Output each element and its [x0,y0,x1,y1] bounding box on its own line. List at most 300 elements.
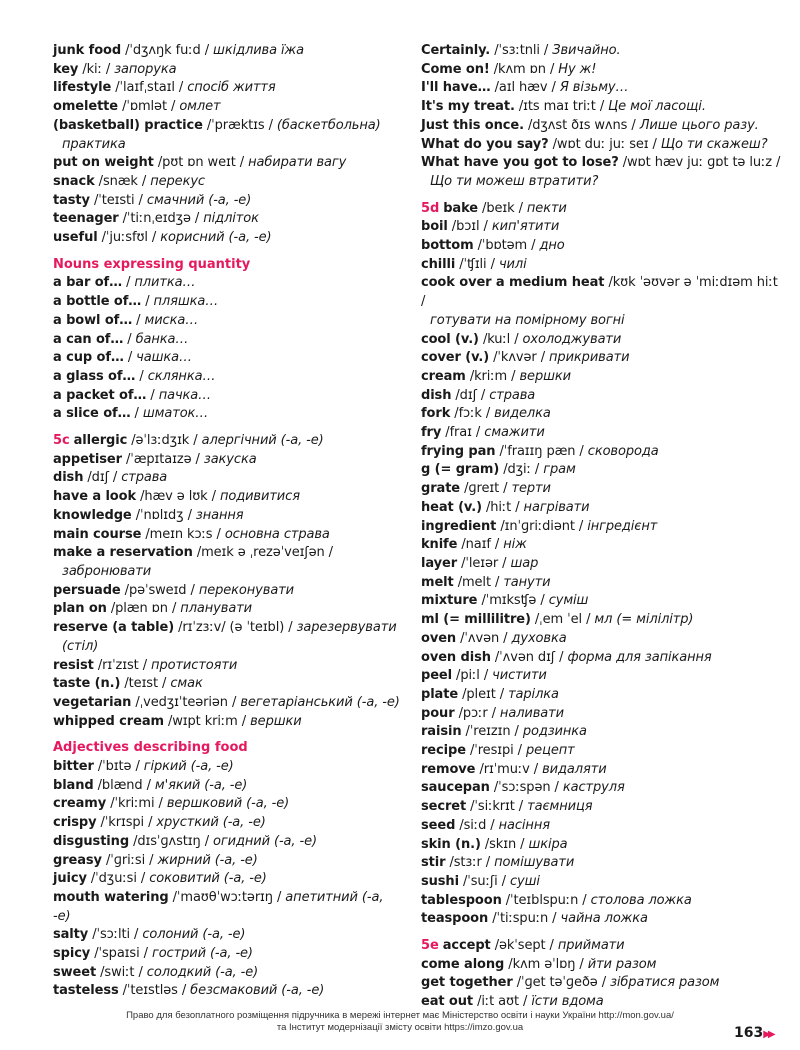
pronunciation: /kʌm ɒn / [493,61,555,77]
vocab-entry [53,274,403,293]
headword: g (= gram) [421,462,500,478]
headword: allergic [73,433,128,449]
vocab-entry [53,926,403,945]
translation: чистити [492,668,547,684]
section-label: 5d [421,200,440,216]
pronunciation: /ˈdʒʌŋk fuːd / [125,43,209,58]
translation: огидний (-а, -е) [213,833,317,849]
pronunciation: /ˈʧɪli / [459,256,495,272]
translation: видаляти [542,761,607,777]
translation: сковорода [587,443,659,459]
vocab-entry [421,443,781,462]
vocab-entry [53,154,403,173]
translation: пекти [526,200,567,216]
pronunciation: /dɪʃ / [87,470,118,486]
pronunciation: / [139,368,144,384]
vocab-entry [53,312,403,331]
translation: знання [195,507,244,523]
pronunciation: /ˌvedʒɪˈteəriən / [135,694,237,710]
pronunciation: /ˈteɪblspuːn / [505,892,587,908]
vocab-entry [421,779,781,798]
headword: fork [421,406,451,422]
vocab-entry [53,964,403,983]
headword: grate [421,481,461,497]
vocab-entry [53,387,403,406]
headword: reserve (a table) [53,620,175,636]
vocab-entry [53,814,403,833]
vocab-entry [421,761,781,780]
headword: a can of… [53,331,124,347]
translation: омлет [179,99,221,115]
vocab-entry [421,836,781,855]
translation: ніж [503,537,527,553]
headword: salty [53,927,89,943]
pronunciation: /ˈfraɪɪŋ pæn / [499,443,584,459]
pronunciation: /plæn ɒn / [110,601,177,617]
translation: танути [503,574,551,590]
vocab-entry [53,544,403,563]
pronunciation: /pleɪt / [462,686,505,702]
vocab-entry [53,945,403,964]
pronunciation: /ɪts maɪ triːt / [518,99,605,115]
headword: greasy [53,852,102,868]
translation: протистояти [151,657,238,673]
footer-line-2: та Інститут модернізації змісту освіти https://imzo.gov.ua [276,1022,524,1033]
vocab-entry [53,694,403,713]
pronunciation: /rɪˈmuːv / [479,761,539,777]
pronunciation: /bɔɪl / [451,219,488,235]
headword: raisin [421,724,462,740]
headword: a packet of… [53,387,147,403]
translation: вершки [250,713,302,729]
pronunciation: / [127,350,133,366]
vocab-entry [421,817,781,836]
headword: a glass of… [53,368,136,384]
pronunciation: /dʒiː / [503,462,540,478]
headword: teaspoon [421,911,489,927]
headword: oven [421,630,457,646]
vocab-entry [53,349,403,368]
pronunciation: /ˈkrɪspi / [100,815,153,831]
headword: persuade [53,582,121,598]
translation: столова ложка [590,892,692,908]
vocab-entry [53,852,403,871]
vocab-entry [421,910,781,929]
translation-continued [421,312,781,331]
vocab-entry [421,536,781,555]
vocab-entry [53,619,403,638]
translation: кип'ятити [491,219,560,235]
translation: смачний (-а, -е) [146,192,252,208]
pronunciation: / [145,294,150,310]
translation: чашка… [136,350,192,366]
headword: dish [421,387,452,403]
translation: хрусткий (-а, -е) [156,815,266,831]
translation: безсмаковий (-а, -е) [190,983,325,999]
pronunciation: /ˈʌvən dɪʃ / [494,649,564,665]
pronunciation: /fraɪ / [445,425,481,441]
headword: skin (n.) [421,836,481,852]
pronunciation: /ˈsɔːspən / [493,780,559,796]
pronunciation: /wɒt hæv juː ɡɒt tə luːz / [622,155,781,171]
vocab-entry [421,649,781,668]
pronunciation: /ˈdʒuːsi / [90,871,146,887]
translation: Що ти скажеш? [660,136,768,152]
copyright-footer [0,1010,800,1034]
pronunciation: /blænd / [97,777,151,793]
pronunciation: /teɪst / [124,676,167,692]
pronunciation: /ˈʌvən / [460,630,508,646]
pronunciation: /hiːt / [485,499,520,515]
vocab-entry [53,582,403,601]
headword: have a look [53,489,137,505]
translation: Звичайно. [552,43,621,58]
translation: мл (= мілілітр) [594,612,694,628]
pronunciation: /əˈlɜːdʒɪk / [131,433,198,449]
headword: tasty [53,192,90,208]
pronunciation: /dɪsˈɡʌstɪŋ / [133,833,209,849]
translation: м'який (-а, -е) [154,777,248,793]
pronunciation: /ˈjuːsfʊl / [101,230,157,246]
pronunciation: /iːt aʊt / [477,994,528,1010]
headword: peel [421,668,452,684]
translation: Ну ж! [558,61,597,77]
vocab-entry [53,758,403,777]
section-heading: Adjectives describing food [53,740,248,756]
headword: a bottle of… [53,294,142,310]
translation: шкідлива їжа [213,43,304,58]
translation: банка… [135,331,189,347]
translation: нагрівати [523,499,590,515]
pronunciation: /ˈɡet təˈɡeðə / [516,975,607,991]
translation: духовка [511,630,567,646]
headword: What have you got to lose? [421,155,619,171]
headword: I'll have… [421,80,491,96]
translation: родзинка [522,724,587,740]
translation: переконувати [198,582,295,598]
pronunciation: /dʒʌst ðɪs wʌns / [527,117,636,133]
vocab-entry [53,42,403,61]
pronunciation: / [136,312,141,328]
translation: наливати [499,705,564,721]
pronunciation: /ˈsɔːlti / [92,927,139,943]
pronunciation: /kʌm əˈlɒŋ / [508,956,584,972]
pronunciation: /aɪl hæv / [494,80,556,96]
pronunciation: /kʊk ˈəʊvər ə ˈmiːdɪəm hiːt / [421,275,778,310]
headword: eat out [421,994,474,1010]
pronunciation: /snæk / [98,173,147,189]
headword: recipe [421,743,466,759]
translation: гіркий (-а, -е) [143,759,234,775]
headword: juicy [53,871,87,887]
right-column [421,42,781,1012]
translation: охолоджувати [522,331,622,347]
vocab-entry [53,600,403,619]
vocab-entry [53,229,403,248]
vocab-entry [421,555,781,574]
headword: junk food [53,43,122,58]
pronunciation: /dɪʃ / [455,387,486,403]
headword: knife [421,537,458,553]
pronunciation: /skɪn / [484,836,525,852]
headword: It's my treat. [421,99,515,115]
pronunciation: /stɜːr / [449,855,491,871]
vocab-entry [421,387,781,406]
headword: get together [421,975,513,991]
pronunciation: /ˌem ˈel / [534,612,591,628]
headword: secret [421,799,467,815]
headword: resist [53,657,94,673]
headword: come along [421,956,505,972]
vocab-entry [421,349,781,368]
pronunciation: /piːl / [456,668,489,684]
vocab-entry [53,61,403,80]
headword: Come on! [421,61,490,77]
vocab-entry [421,461,781,480]
pronunciation: /meɪk ə ˌrezəˈveɪʃən / [196,545,333,561]
pronunciation: /ˈreɪzɪn / [465,724,519,740]
headword: bake [443,200,478,216]
translation: пляшка… [153,294,219,310]
translation: чилі [498,256,527,272]
vocab-entry [53,675,403,694]
translation: Це мої ласощі. [608,99,706,115]
headword: What do you say? [421,136,549,152]
translation: вершковий (-а, -е) [166,796,290,812]
vocab-entry [421,974,781,993]
headword: ml (= millilitre) [421,612,531,628]
pronunciation: / [126,275,131,291]
vocab-entry [421,117,781,136]
translation: (баскетбольна) [276,117,381,133]
translation: прикривати [549,350,630,366]
pronunciation: /ˈbɒtəm / [477,238,536,254]
pronunciation: /kiː / [82,61,111,77]
vocab-entry [421,136,781,155]
pronunciation: /ˈmaʊθˈwɔːtərɪŋ / [172,889,282,905]
left-column [53,42,403,1001]
vocab-entry [421,79,781,98]
vocab-entry [421,405,781,424]
vocab-entry [53,117,403,136]
headword: a slice of… [53,406,131,422]
headword: vegetarian [53,694,132,710]
vocab-entry [53,889,403,926]
pronunciation: /ˈɒmlət / [122,99,176,115]
headword: heat (v.) [421,499,482,515]
headword: pour [421,705,455,721]
headword: whipped cream [53,713,164,729]
translation-line-2: готувати на помірному вогні [430,312,625,328]
headword: appetiser [53,451,122,467]
headword: bland [53,777,94,793]
headword: snack [53,173,95,189]
translation: шкіра [528,836,568,852]
vocab-entry [421,424,781,443]
translation: плитка… [134,275,196,291]
vocab-entry [421,873,781,892]
vocab-entry [421,611,781,630]
vocab-entry [421,518,781,537]
headword: plan on [53,601,107,617]
section-heading: Nouns expressing quantity [53,256,251,272]
vocab-entry [421,630,781,649]
translation: інгредієнт [587,518,658,534]
headword: main course [53,526,142,542]
pronunciation: / [127,331,132,347]
pronunciation: /ˈbɪtə / [97,759,140,775]
headword: spicy [53,946,91,962]
translation: спосіб життя [187,80,276,96]
pronunciation: /siːd / [459,817,495,833]
translation: суші [509,873,540,889]
translation: дно [539,238,565,254]
headword: disgusting [53,833,130,849]
pronunciation: /ˈtiːnˌeɪdʒə / [122,211,200,227]
translation: набирати вагу [248,155,347,171]
vocab-entry [421,331,781,350]
section-label: 5e [421,938,439,954]
translation: склянка… [147,368,216,384]
headword: frying pan [421,443,496,459]
pronunciation: /ˈmɪksʧə / [481,593,545,609]
translation: перекус [150,173,205,189]
pronunciation: /pɔːr / [458,705,496,721]
pronunciation: /swiːt / [100,964,143,980]
translation: тарілка [508,686,559,702]
pronunciation: /wɒt duː juː seɪ / [552,136,657,152]
pronunciation: /wɪpt kriːm / [167,713,247,729]
translation: смажити [484,425,545,441]
translation: грам [543,462,576,478]
pronunciation: /kriːm / [469,368,516,384]
translation: корисний (-а, -е) [160,230,272,246]
headword: oven dish [421,649,491,665]
section-label: 5c [53,433,70,449]
pronunciation: /pʊt ɒn weɪt / [157,155,245,171]
vocab-entry [53,192,403,211]
translation: форма для запікання [567,649,712,665]
translation: виделка [494,406,551,422]
pronunciation: /ˈteɪsti / [93,192,143,208]
vocab-entry [53,526,403,545]
headword: plate [421,686,459,702]
pronunciation: /ˈspaɪsi / [94,946,148,962]
translation: солодкий (-а, -е) [146,964,259,980]
pronunciation: /ˈlaɪfˌstaɪl / [115,80,184,96]
footer-line-1: Право для безоплатного розміщення підручника в мережі інтернет має Міністерство освіти і науки України http://mon.gov.ua/ [126,1010,674,1021]
headword: chilli [421,256,456,272]
headword: ingredient [421,518,497,534]
vocab-entry [53,833,403,852]
translation: приймати [557,938,625,954]
vocab-entry [421,592,781,611]
vocab-entry [53,451,403,470]
headword: layer [421,555,458,571]
vocab-entry [53,368,403,387]
vocab-entry [53,657,403,676]
pronunciation: /ˈɡriːsi / [105,852,154,868]
vocab-entry [53,79,403,98]
headword: teenager [53,211,119,227]
headword: taste (n.) [53,676,121,692]
pronunciation: /ˈpræktɪs / [206,117,273,133]
next-arrow-icon: ▶▶ [763,1029,773,1040]
translation: чайна ложка [560,911,648,927]
translation: терти [511,481,551,497]
headword: sweet [53,964,97,980]
translation-line-2: (стіл) [62,638,99,654]
headword: a cup of… [53,350,124,366]
headword: seed [421,817,456,833]
headword: bitter [53,759,94,775]
vocab-entry [53,982,403,1001]
vocab-entry [53,469,403,488]
page-number-text: 163 [734,1025,764,1041]
vocab-entry [421,218,781,237]
headword: stir [421,855,446,871]
vocab-entry [421,686,781,705]
pronunciation: /ˈsiːkrɪt / [470,799,524,815]
vocab-entry [421,368,781,387]
translation: помішувати [494,855,575,871]
pronunciation: /ˈsɜːtnli / [494,43,549,58]
translation: шар [510,555,539,571]
translation-continued [53,638,403,657]
pronunciation: /ˈkriːmi / [110,796,163,812]
vocab-entry [53,405,403,424]
vocab-entry [421,798,781,817]
headword: creamy [53,796,107,812]
vocab-entry [421,98,781,117]
translation: страва [489,387,536,403]
translation: Я візьму… [559,80,629,96]
translation: основна страва [224,526,330,542]
headword: dish [53,470,84,486]
vocab-entry [421,274,781,311]
translation: вершки [519,368,571,384]
pronunciation: /beɪk / [482,200,523,216]
vocab-entry [53,98,403,117]
translation-continued [53,136,403,155]
pronunciation: /ˈæpɪtaɪzə / [125,451,200,467]
translation-line-2: Що ти можеш втратити? [430,173,599,189]
translation-continued [53,563,403,582]
vocab-entry [53,795,403,814]
translation: страва [121,470,168,486]
headword: remove [421,761,476,777]
translation: соковитий (-а, -е) [149,871,267,887]
translation: їсти вдома [531,994,604,1010]
translation-line-2: практика [62,136,126,152]
headword: mouth watering [53,889,169,905]
vocab-entry [53,210,403,229]
headword: mixture [421,593,478,609]
headword: cream [421,368,466,384]
vocab-entry [53,713,403,732]
pronunciation: /əkˈsept / [494,938,554,954]
pronunciation: /rɪˈzɜːv/ (ə ˈteɪbl) / [178,620,293,636]
vocab-entry [53,331,403,350]
translation: смак [170,676,203,692]
pronunciation: /ˈkʌvər / [493,350,545,366]
pronunciation: /meɪn kɔːs / [145,526,221,542]
vocab-entry [53,870,403,889]
headword: Just this once. [421,117,524,133]
translation: Лише цього разу. [639,117,759,133]
pronunciation: /ˈtiːspuːn / [492,911,557,927]
headword: tablespoon [421,892,502,908]
